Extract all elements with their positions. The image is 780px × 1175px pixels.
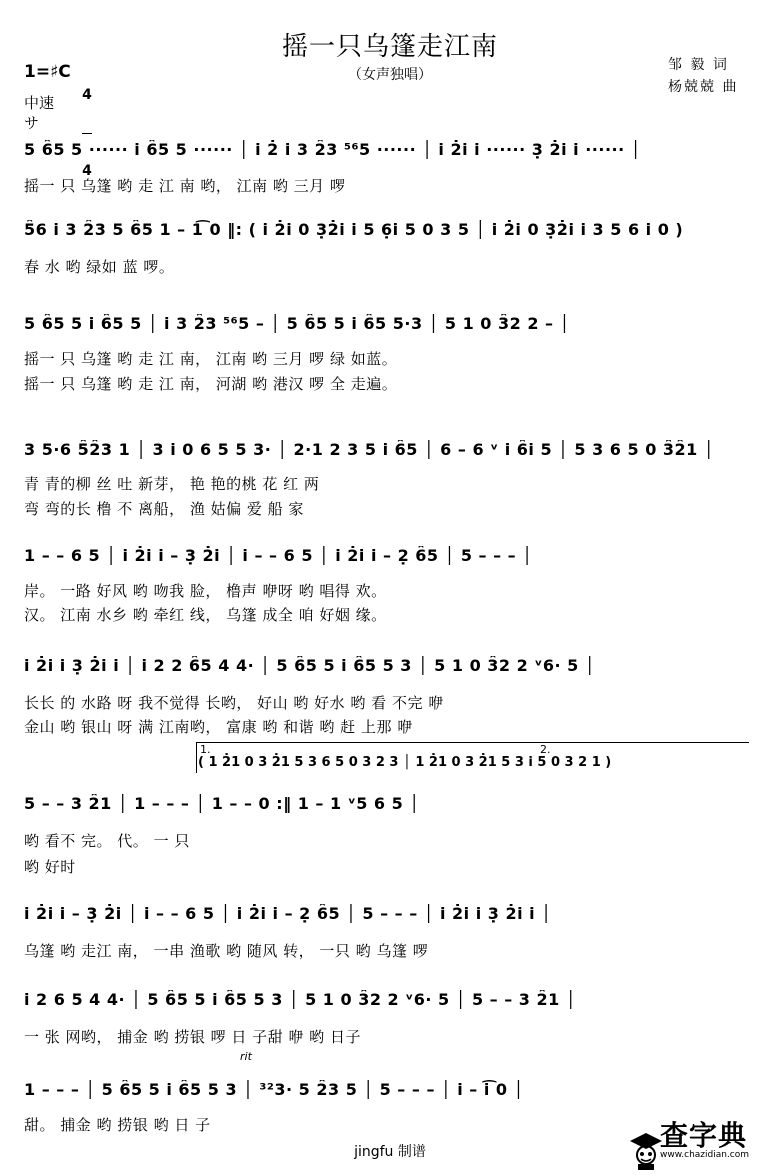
composer-credit: 杨兢兢 曲 xyxy=(668,79,739,95)
lyric-line-8-verse-1: 乌篷 哟 走江 南， 一串 渔歌 哟 随风 转， 一只 哟 乌篷 啰 xyxy=(24,942,429,960)
lyric-line-7-verse-1: 哟 看不 完。 代。 一 只 xyxy=(24,832,190,850)
lyric-line-9-verse-1: 一 张 网哟， 捕金 哟 捞银 啰 日 子甜 咿 哟 日子 xyxy=(24,1028,361,1046)
notation-line-2: 5̑6 i 3 2̑3 5 6̑5 1 – 1͡ 0 ‖: ( i 2̇i 0 3̣2̇i i 5 6̣i 5 0 3 5 │ i 2̇i 0 3̣2̇i i 3 5 6 i 0 ) xyxy=(24,220,684,239)
logo-text: 查字典 xyxy=(660,1119,748,1152)
lyric-line-2-verse-1: 春 水 哟 绿如 蓝 啰。 xyxy=(24,258,175,276)
notation-line-3: 5 6̑5 5 i 6̑5 5 │ i 3 2̑3 ⁵⁶5 – │ 5 6̑5 5 i 6̑5 5·3 │ 5 1 0 3̑2 2 – │ xyxy=(24,314,570,333)
lyric-line-1-verse-1: 摇一 只 乌篷 哟 走 江 南 哟， 江南 哟 三月 啰 xyxy=(24,177,346,195)
lyric-line-10-verse-1: 甜。 捕金 哟 捞银 哟 日 子 xyxy=(24,1116,211,1134)
notation-maker: jingfu 制谱 xyxy=(354,1144,426,1160)
notation-line-10: 1 – – – │ 5 6̑5 5 i 6̑5 5 3 │ ³²3· 5 2̑3 5 │ 5 – – – │ i – i͡ 0 │ xyxy=(24,1080,524,1099)
song-subtitle: （女声独唱） xyxy=(348,67,432,83)
meter-bottom: 4 xyxy=(82,163,92,179)
notation-line-1: 5 6̑5 5 ······ i 6̑5 5 ······ │ i 2̇ i 3 2̑3 ⁵⁶5 ······ │ i 2̇i i ······ 3̣ 2̇i i ······ │ xyxy=(24,140,641,159)
lyric-line-5-verse-1: 岸。 一路 好风 哟 吻我 脸， 橹声 咿呀 哟 唱得 欢。 xyxy=(24,582,387,600)
free-tempo-mark: サ xyxy=(24,114,40,132)
lyricist-credit: 邹 毅 词 xyxy=(668,57,729,73)
lyric-line-6-verse-1: 长长 的 水路 呀 我不觉得 长哟， 好山 哟 好水 哟 看 不完 咿 xyxy=(24,694,444,712)
interlude-notation: ( 1 2̇1 0 3 2̇1 5 3 6 5 0 3 2 3 │ 1 2̇1 0 3 2̇1 5 3 i 5 0 3 2 1 ) xyxy=(198,755,612,770)
notation-line-6: i 2̇i i 3̣ 2̇i i │ i 2 2 6̑5 4 4· │ 5 6̑5 5 i 6̑5 5 3 │ 5 1 0 3̑2 2 ᵛ6· 5 │ xyxy=(24,656,595,675)
notation-line-7: 5 – – 3 2̑1 │ 1 – – – │ 1 – – 0 :‖ 1 – 1 ᵛ5 6 5 │ xyxy=(24,794,420,813)
logo-url: www.chazidian.com xyxy=(660,1150,750,1160)
volta-2-label: 2. xyxy=(540,743,551,756)
meter-top: 4 xyxy=(82,87,92,103)
volta-1-label: 1. xyxy=(200,743,211,756)
lyric-line-5-verse-2: 汉。 江南 水乡 哟 牵红 线， 乌篷 成全 咱 好姻 缘。 xyxy=(24,606,387,624)
notation-line-9: i 2 6 5 4 4· │ 5 6̑5 5 i 6̑5 5 3 │ 5 1 0 3̑2 2 ᵛ6· 5 │ 5 – – 3 2̑1 │ xyxy=(24,990,576,1009)
lyric-line-4-verse-2: 弯 弯的长 橹 不 离船， 渔 姑偏 爱 船 家 xyxy=(24,500,304,518)
song-title: 摇一只乌篷走江南 xyxy=(281,32,498,62)
ritardando-mark: rit xyxy=(240,1050,252,1063)
notation-line-8: i 2̇i i – 3̣ 2̇i │ i – – 6 5 │ i 2̇i i – 2̣ 6̑5 │ 5 – – – │ i 2̇i i 3̣ 2̇i i │ xyxy=(24,904,552,923)
key-signature: 1=♯C xyxy=(24,62,71,82)
time-signature xyxy=(82,58,92,194)
lyric-line-4-verse-1: 青 青的柳 丝 吐 新芽， 艳 艳的桃 花 红 两 xyxy=(24,475,320,493)
lyric-line-3-verse-1: 摇一 只 乌篷 哟 走 江 南， 江南 哟 三月 啰 绿 如蓝。 xyxy=(24,350,398,368)
lyric-line-7-verse-2: 哟 好时 xyxy=(24,858,76,876)
mascot-icon xyxy=(618,1112,654,1152)
lyric-line-6-verse-2: 金山 哟 银山 呀 满 江南哟， 富康 哟 和谐 哟 赶 上那 咿 xyxy=(24,718,413,736)
tempo-marking: 中速 xyxy=(24,94,55,112)
notation-line-4: 3 5·6 5̑2̑3 1 │ 3 i 0 6 5 5 3· │ 2·1 2 3 5 i 6̑5 │ 6 – 6 ᵛ i 6̑i 5 │ 5 3 6 5 0 3̑2̑1 │ xyxy=(24,440,714,459)
lyric-line-3-verse-2: 摇一 只 乌篷 哟 走 江 南， 河湖 哟 港汉 啰 全 走遍。 xyxy=(24,375,398,393)
notation-line-5: 1 – – 6 5 │ i 2̇i i – 3̣ 2̇i │ i – – 6 5 │ i 2̇i i – 2̣ 6̑5 │ 5 – – – │ xyxy=(24,546,533,565)
